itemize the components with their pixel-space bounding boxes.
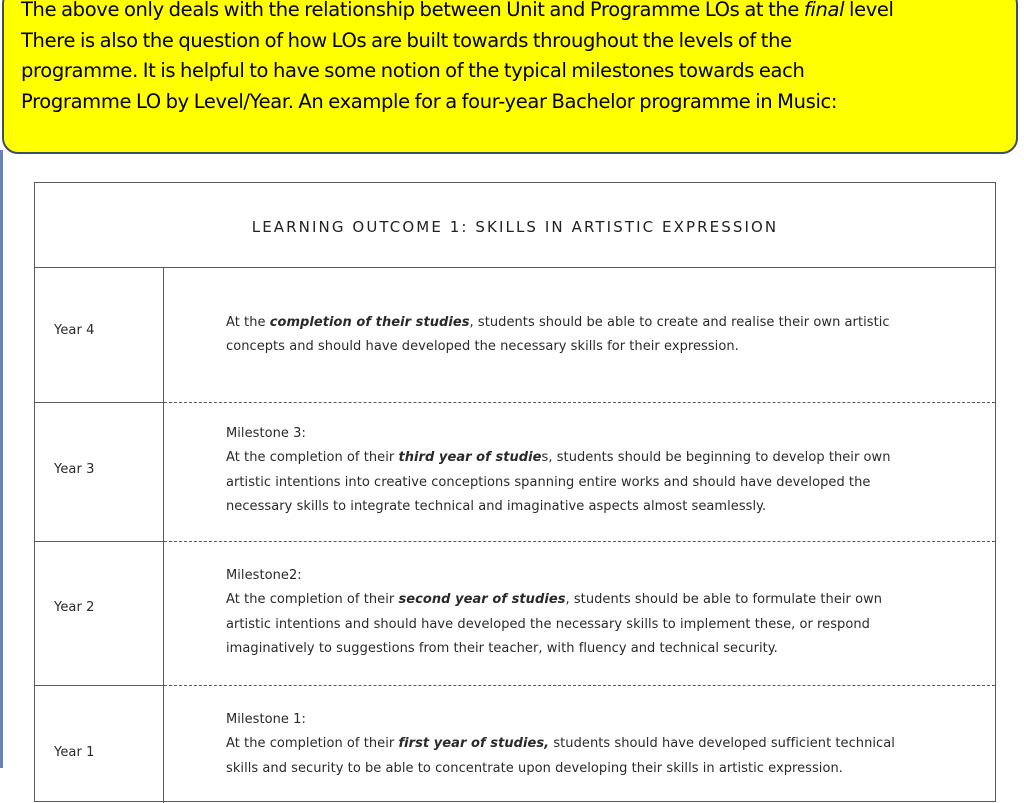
row-3-line-1-start: At the completion of their (226, 450, 399, 466)
row-2-line-1-end: , students should be able to formulate their own (565, 592, 883, 608)
row-1-line-2: skills and security to be able to concentrate upon developing their skills in artistic expression. (226, 760, 843, 776)
row-2-line-1 (226, 588, 966, 612)
callout-text (21, 0, 1021, 117)
row-3-emphasis: third year of studie (398, 450, 542, 466)
milestone-1-heading: Milestone 1: (226, 712, 306, 727)
callout-line-2: There is also the question of how LOs are built towards throughout the levels of the (21, 28, 792, 52)
row-3-line-1-end: s, students should be beginning to develop their own (541, 450, 891, 466)
row-text-year-2 (226, 564, 966, 661)
learning-outcome-table (34, 182, 996, 802)
row-1-emphasis: first year of studies, (398, 736, 550, 752)
table-title: LEARNING OUTCOME 1: SKILLS IN ARTISTIC EXPRESSION (251, 218, 779, 236)
row-1-line-1-start: At the completion of their (226, 736, 399, 752)
row-2-line-2: artistic intentions and should have developed the necessary skills to implement these, or respond (226, 616, 870, 632)
year-label-4: Year 4 (54, 323, 95, 338)
column-divider (163, 267, 164, 803)
row-separator-left (35, 685, 164, 686)
row-separator-left (35, 402, 164, 403)
callout-line-1-end: level (844, 0, 894, 21)
row-4-line-1-end: , students should be able to create and realise their own artistic (469, 315, 890, 330)
row-text-year-4 (226, 311, 966, 360)
row-3-line-2: artistic intentions into creative conceptions spanning entire works and should have developed the (226, 474, 871, 490)
row-3-line-3: necessary skills to integrate technical and imaginative aspects almost seamlessly. (226, 498, 767, 514)
year-label-3: Year 3 (54, 462, 95, 477)
row-text-year-1 (226, 708, 966, 781)
row-4-emphasis: completion of their studies (269, 315, 470, 330)
row-4-line-2: concepts and should have developed the necessary skills for their expression. (226, 339, 739, 355)
row-separator-dashed (164, 541, 995, 542)
year-label-1: Year 1 (54, 745, 95, 760)
row-separator-left (35, 541, 164, 542)
row-separator-dashed (164, 685, 995, 686)
row-2-emphasis: second year of studies (398, 592, 566, 608)
callout-line-4: Programme LO by Level/Year. An example for a four-year Bachelor programme in Music: (21, 89, 838, 113)
row-3-line-1 (226, 446, 966, 470)
milestone-2-heading: Milestone2: (226, 568, 302, 583)
table-title-row (35, 183, 995, 268)
row-text-year-3 (226, 422, 966, 519)
row-2-line-3: imaginatively to suggestions from their teacher, with fluency and technical security. (226, 640, 778, 656)
row-4-line-1-start: At the (226, 315, 270, 330)
row-1-line-1-end: students should have developed sufficient technical (549, 736, 895, 752)
callout-emphasis-final: final (803, 0, 845, 21)
row-1-line-1 (226, 732, 966, 756)
callout-line-1-start: The above only deals with the relationship between Unit and Programme LOs at the (21, 0, 804, 21)
row-4-line-1 (226, 311, 966, 335)
slide-left-edge (0, 150, 3, 768)
row-separator-dashed (164, 402, 995, 403)
milestone-3-heading: Milestone 3: (226, 426, 306, 441)
year-label-2: Year 2 (54, 600, 95, 615)
callout-box (2, 0, 1018, 154)
callout-line-3: programme. It is helpful to have some notion of the typical milestones towards each (21, 59, 805, 82)
row-2-line-1-start: At the completion of their (226, 592, 399, 608)
callout-line-1 (21, 0, 1021, 26)
